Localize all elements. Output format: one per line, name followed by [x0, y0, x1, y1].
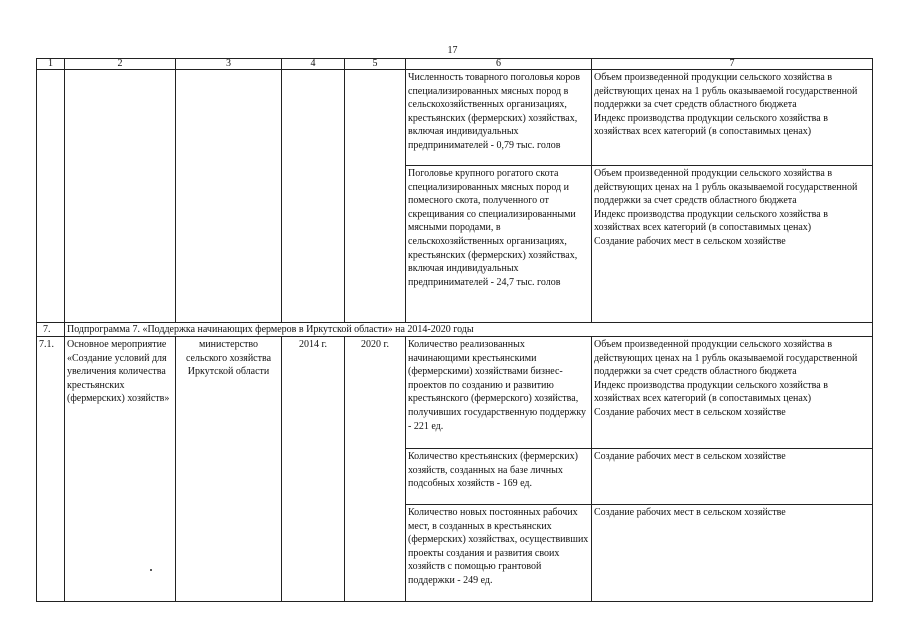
indicator-cell: Численность товарного поголовья коров специализированных мясных пород в сельскохозяйственных организациях, крестьянских (фермерских) хозяйствах, включая индивидуальных предпринимателей - 0,79 тыс. голов	[406, 70, 592, 166]
indicator-cell: Количество реализованных начинающими крестьянскими (фермерскими) хозяйствами бизнес-проектов по созданию и развитию крестьянского (фермерского) хозяйства, получивших государственную поддержку - 221 ед.	[406, 337, 592, 449]
measure-name-cell	[65, 70, 176, 323]
indicator-cell: Количество крестьянских (фермерских) хозяйств, созданных на базе личных подсобных хозяйств - 169 ед.	[406, 449, 592, 505]
column-number: 5	[345, 59, 406, 70]
column-number: 3	[176, 59, 282, 70]
executor-cell: министерство сельского хозяйства Иркутской области	[176, 337, 282, 602]
column-number: 1	[37, 59, 65, 70]
page-number: 17	[447, 45, 458, 56]
measure-number: 7.1.	[37, 337, 65, 602]
program-measures-table	[36, 58, 873, 602]
column-number: 4	[282, 59, 345, 70]
table-row	[37, 70, 873, 166]
indicator-cell: Поголовье крупного рогатого скота специализированных мясных пород и помесного скота, полученного от скрещивания со специализированными мясными породами, в сельскохозяйственных организациях, крестьянских (фермерских) хозяйствах, включая индивидуальных предпринимателей - 24,7 тыс. голов	[406, 166, 592, 323]
measure-name-cell: Основное мероприятие «Создание условий для увеличения количества крестьянских (фермерских) хозяйств»	[65, 337, 176, 602]
subprogram-row	[37, 323, 873, 337]
target-indicator-cell: Объем произведенной продукции сельского хозяйства в действующих ценах на 1 рубль оказываемой государственной поддержки за счет средств областного бюджета Индекс производства продукции сельского хозяйства в хозяйствах всех категорий (в сопоставимых ценах) Создание рабочих мест в сельском хозяйстве	[592, 166, 873, 323]
column-number: 6	[406, 59, 592, 70]
table-row	[37, 337, 873, 449]
column-number: 7	[592, 59, 873, 70]
target-indicator-cell: Создание рабочих мест в сельском хозяйстве	[592, 505, 873, 602]
target-indicator-cell: Объем произведенной продукции сельского хозяйства в действующих ценах на 1 рубль оказываемой государственной поддержки за счет средств областного бюджета Индекс производства продукции сельского хозяйства в хозяйствах всех категорий (в сопоставимых ценах) Создание рабочих мест в сельском хозяйстве	[592, 337, 873, 449]
subprogram-number: 7.	[37, 323, 65, 337]
target-indicator-cell: Объем произведенной продукции сельского хозяйства в действующих ценах на 1 рубль оказываемой государственной поддержки за счет средств областного бюджета Индекс производства продукции сельского хозяйства в хозяйствах всех категорий (в сопоставимых ценах)	[592, 70, 873, 166]
end-cell: 2020 г.	[345, 337, 406, 602]
number-cell	[37, 70, 65, 323]
subprogram-title: Подпрограмма 7. «Поддержка начинающих фермеров в Иркутской области» на 2014-2020 годы	[65, 323, 873, 337]
column-number: 2	[65, 59, 176, 70]
end-cell	[345, 70, 406, 323]
scan-dot	[150, 569, 152, 571]
start-cell	[282, 70, 345, 323]
executor-cell	[176, 70, 282, 323]
column-number-row	[37, 59, 873, 70]
start-cell: 2014 г.	[282, 337, 345, 602]
indicator-cell: Количество новых постоянных рабочих мест, в созданных в крестьянских (фермерских) хозяйствах, осуществивших проекты создания и развития своих хозяйств с помощью грантовой поддержки - 249 ед.	[406, 505, 592, 602]
target-indicator-cell: Создание рабочих мест в сельском хозяйстве	[592, 449, 873, 505]
